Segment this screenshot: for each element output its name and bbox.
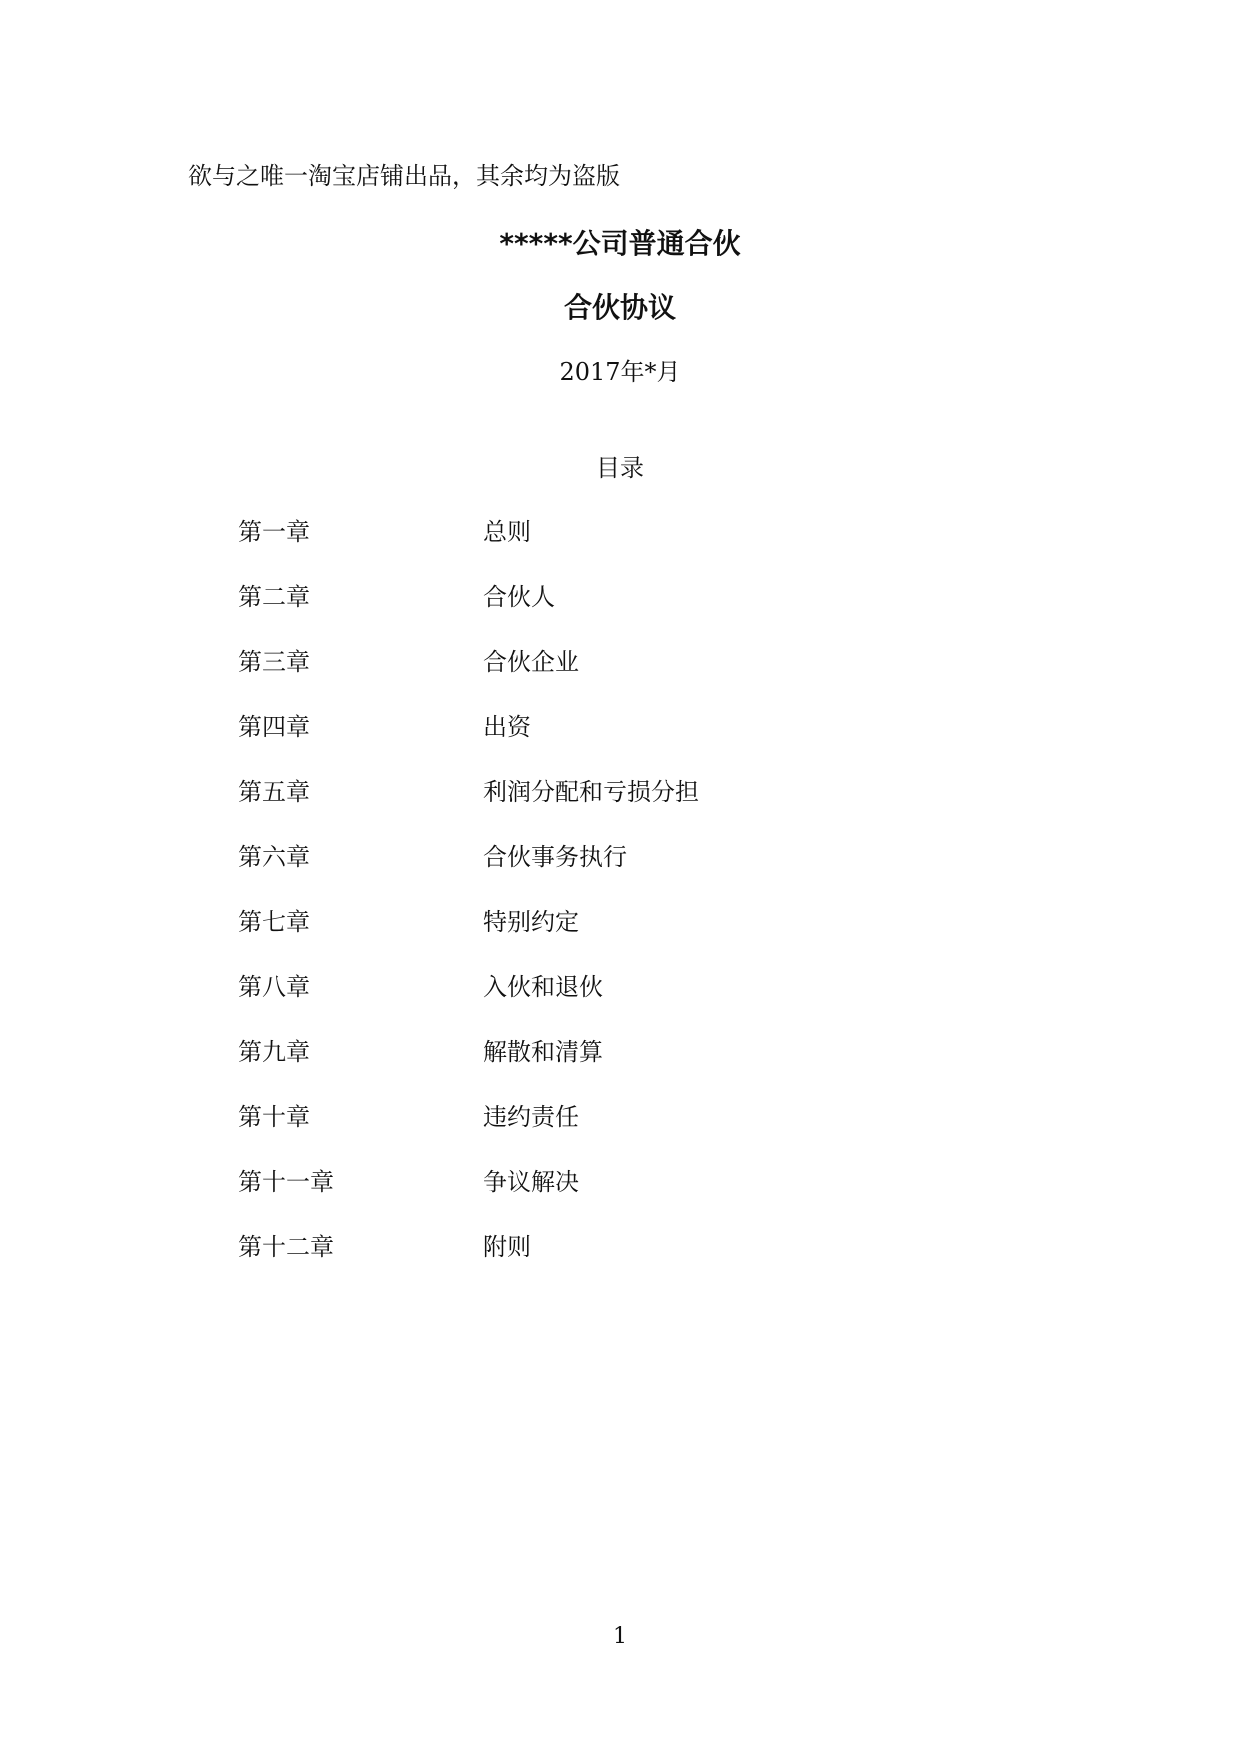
toc-chapter-number: 第七章: [238, 908, 310, 936]
toc-chapter-title: 出资: [483, 713, 531, 741]
toc-chapter-title: 争议解决: [483, 1168, 579, 1196]
toc-chapter-number: 第九章: [238, 1038, 310, 1066]
toc-chapter-number: 第六章: [238, 843, 310, 871]
toc-item: [238, 776, 938, 841]
page-number: 1: [613, 1624, 627, 1649]
toc-item: [238, 711, 938, 776]
toc-item: [238, 971, 938, 1036]
document-title-line-2: 合伙协议: [563, 291, 676, 324]
table-of-contents: [238, 516, 938, 1296]
piracy-notice: 欲与之唯一淘宝店铺出品，其余均为盗版: [188, 162, 620, 190]
toc-chapter-number: 第十章: [238, 1103, 310, 1131]
toc-chapter-title: 合伙企业: [483, 648, 579, 676]
toc-chapter-number: 第二章: [238, 583, 310, 611]
toc-item: [238, 841, 938, 906]
toc-chapter-number: 第一章: [238, 518, 310, 546]
toc-chapter-number: 第十一章: [238, 1168, 334, 1196]
toc-chapter-number: 第八章: [238, 973, 310, 1001]
toc-item: [238, 581, 938, 646]
toc-chapter-number: 第五章: [238, 778, 310, 806]
toc-chapter-title: 附则: [483, 1233, 531, 1261]
toc-item: [238, 1166, 938, 1231]
toc-chapter-number: 第十二章: [238, 1233, 334, 1261]
toc-chapter-title: 总则: [483, 518, 531, 546]
toc-chapter-title: 违约责任: [483, 1103, 579, 1131]
toc-item: [238, 906, 938, 971]
toc-chapter-title: 利润分配和亏损分担: [483, 778, 699, 806]
toc-chapter-title: 特别约定: [483, 908, 579, 936]
toc-item: [238, 646, 938, 711]
toc-chapter-number: 第四章: [238, 713, 310, 741]
toc-item: [238, 516, 938, 581]
toc-item: [238, 1231, 938, 1296]
toc-chapter-title: 合伙事务执行: [483, 843, 627, 871]
document-title-line-1: *****公司普通合伙: [499, 227, 741, 260]
toc-chapter-number: 第三章: [238, 648, 310, 676]
toc-item: [238, 1036, 938, 1101]
document-date: 2017年*月: [559, 358, 681, 386]
toc-heading: 目录: [596, 454, 644, 482]
toc-chapter-title: 合伙人: [483, 583, 555, 611]
toc-item: [238, 1101, 938, 1166]
toc-chapter-title: 入伙和退伙: [483, 973, 603, 1001]
toc-chapter-title: 解散和清算: [483, 1038, 603, 1066]
